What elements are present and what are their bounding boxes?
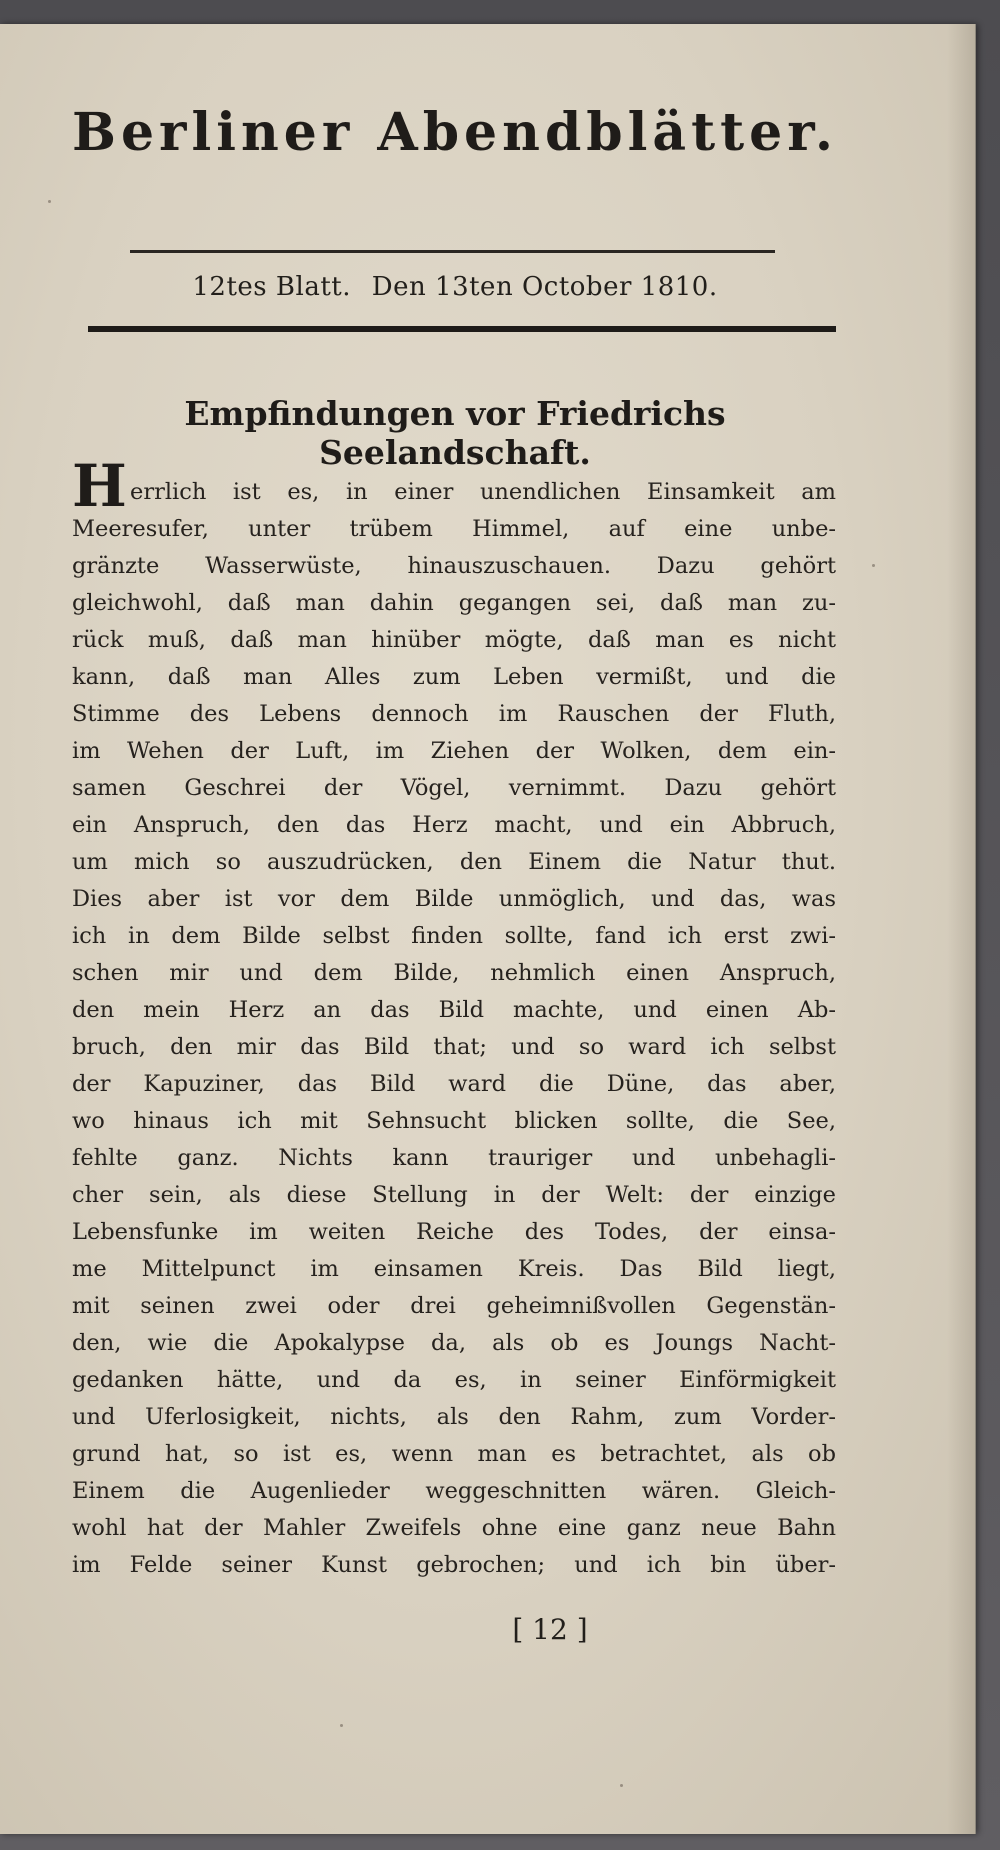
article-line: den, wie die Apokalypse da, als ob es Joungs Nacht-: [72, 1330, 836, 1356]
article-line: Dies aber ist vor dem Bilde unmöglich, und das, was: [72, 886, 836, 912]
article-line: und Uferlosigkeit, nichts, als den Rahm, zum Vorder-: [72, 1404, 836, 1430]
masthead-title: Berliner Abendblätter.: [72, 102, 838, 163]
article-line: rück muß, daß man hinüber mögte, daß man es nicht: [72, 627, 836, 653]
issue-number: 12tes Blatt.: [192, 272, 352, 302]
article-line: wo hinaus ich mit Sehnsucht blicken sollte, die See,: [72, 1108, 836, 1134]
article-line: um mich so auszudrücken, den Einem die Natur thut.: [72, 849, 836, 875]
masthead-rule-thin: [130, 250, 775, 253]
article-line: der Kapuziner, das Bild ward die Düne, das aber,: [72, 1071, 836, 1097]
article-line: Lebensfunke im weiten Reiche des Todes, der einsa-: [72, 1219, 836, 1245]
article-line: Stimme des Lebens dennoch im Rauschen der Fluth,: [72, 701, 836, 727]
paper-speck: [48, 200, 51, 203]
paper-speck: [620, 1784, 623, 1787]
article-line: kann, daß man Alles zum Leben vermißt, und die: [72, 664, 836, 690]
article-line: ich in dem Bilde selbst finden sollte, fand ich erst zwi-: [72, 923, 836, 949]
issue-line: [100, 272, 810, 302]
article-line: schen mir und dem Bilde, nehmlich einen Anspruch,: [72, 960, 836, 986]
article-line: ein Anspruch, den das Herz macht, und ein Abbruch,: [72, 812, 836, 838]
article-line: mit seinen zwei oder drei geheimnißvollen Gegenstän-: [72, 1293, 836, 1319]
article-line: im Wehen der Luft, im Ziehen der Wolken, dem ein-: [72, 738, 836, 764]
article-line: fehlte ganz. Nichts kann trauriger und unbehagli-: [72, 1145, 836, 1171]
article-line: me Mittelpunct im einsamen Kreis. Das Bild liegt,: [72, 1256, 836, 1282]
article-line: Meeresufer, unter trübem Himmel, auf eine unbe-: [72, 516, 836, 542]
article-line: Einem die Augenlieder weggeschnitten wären. Gleich-: [72, 1478, 836, 1504]
page-number: [ 12 ]: [512, 1613, 588, 1646]
article-line: den mein Herz an das Bild machte, und einen Ab-: [72, 997, 836, 1023]
article-line: errlich ist es, in einer unendlichen Einsamkeit am: [130, 479, 836, 505]
masthead-rule-thick: [88, 326, 836, 332]
article-line: im Felde seiner Kunst gebrochen; und ich bin über-: [72, 1552, 836, 1578]
article-dropcap: H: [72, 452, 127, 520]
article-heading: Empfindungen vor Friedrichs Seelandschaft.: [184, 394, 726, 472]
article-line: gleichwohl, daß man dahin gegangen sei, daß man zu-: [72, 590, 836, 616]
article-line: samen Geschrei der Vögel, vernimmt. Dazu gehört: [72, 775, 836, 801]
article-line: wohl hat der Mahler Zweifels ohne eine ganz neue Bahn: [72, 1515, 836, 1541]
article-line: grund hat, so ist es, wenn man es betrachtet, als ob: [72, 1441, 836, 1467]
article-body: [72, 474, 836, 1584]
newspaper-page: [0, 24, 976, 1834]
issue-date: Den 13ten October 1810.: [371, 272, 718, 302]
article-line: gränzte Wasserwüste, hinauszuschauen. Dazu gehört: [72, 553, 836, 579]
article-line: cher sein, als diese Stellung in der Welt: der einzige: [72, 1182, 836, 1208]
paper-speck: [340, 1724, 343, 1727]
article-line: gedanken hätte, und da es, in seiner Einförmigkeit: [72, 1367, 836, 1393]
article-line: bruch, den mir das Bild that; und so ward ich selbst: [72, 1034, 836, 1060]
paper-speck: [872, 564, 875, 567]
